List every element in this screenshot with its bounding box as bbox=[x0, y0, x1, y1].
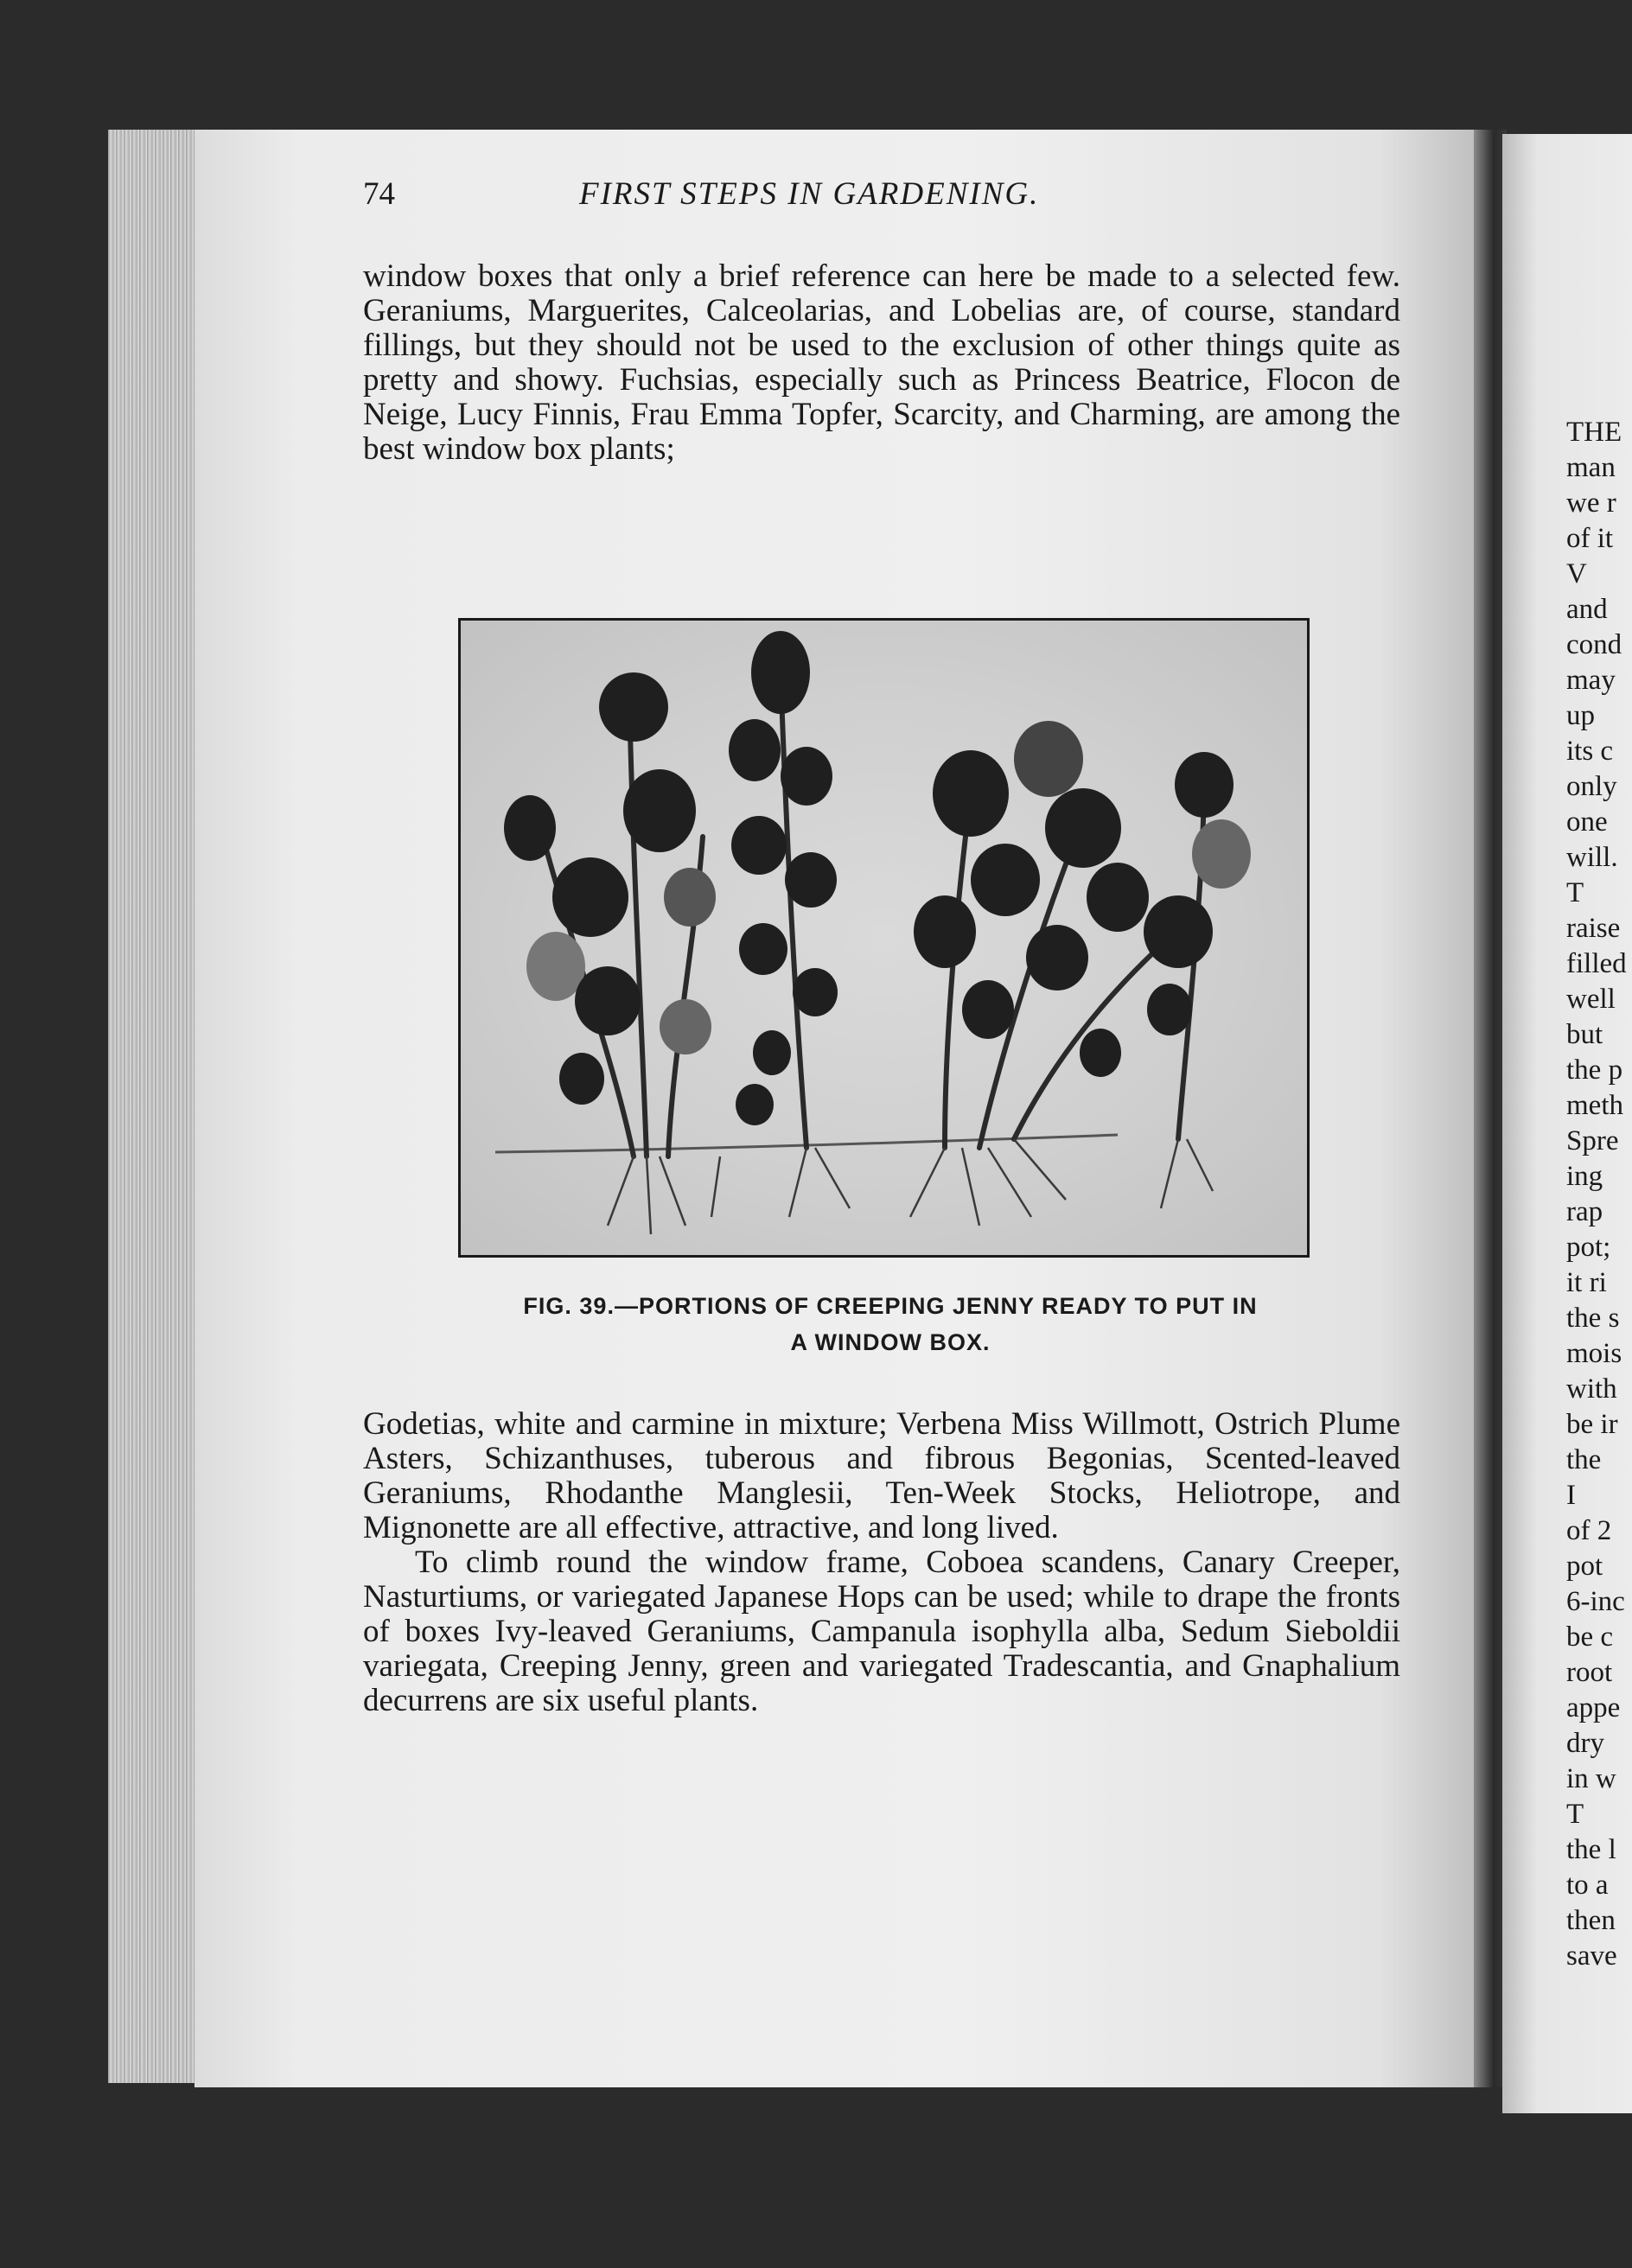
facing-page-line: THE bbox=[1566, 417, 1622, 448]
facing-page-line: but bbox=[1566, 1019, 1603, 1050]
body-text-bottom bbox=[363, 1407, 1400, 1718]
facing-page-line: V bbox=[1566, 558, 1587, 589]
figure-caption bbox=[389, 1288, 1392, 1360]
body-text-top bbox=[363, 259, 1400, 467]
facing-page-line: and bbox=[1566, 594, 1608, 625]
facing-page-line: of it bbox=[1566, 523, 1614, 554]
facing-page-line: man bbox=[1566, 452, 1616, 483]
facing-page-line: save bbox=[1566, 1940, 1617, 1972]
facing-page-line: may bbox=[1566, 665, 1616, 696]
facing-page-line: the p bbox=[1566, 1054, 1623, 1086]
facing-page-line: dry bbox=[1566, 1728, 1604, 1759]
running-head bbox=[363, 175, 1400, 215]
facing-page-line: will. bbox=[1566, 842, 1618, 873]
facing-page-line: rap bbox=[1566, 1196, 1603, 1227]
facing-page-line: it ri bbox=[1566, 1267, 1607, 1298]
caption-line: A WINDOW BOX. bbox=[790, 1329, 991, 1355]
facing-page-line: its c bbox=[1566, 736, 1614, 767]
paragraph: window boxes that only a brief reference can here be made to a selected few. Geraniums, Marguerites, Calceolarias, and Lobelias are, of course, standard fillings, but they should not be used to the exclusion of other things quite as pretty and showy. Fuchsias, especially such as Princess Beatrice, Flocon de Neige, Lucy Finnis, Frau Emma Topfer, Scarcity, and Charming, are among the best window box plants; bbox=[363, 258, 1400, 467]
figure-photo bbox=[458, 618, 1310, 1258]
facing-page-line: pot bbox=[1566, 1551, 1603, 1582]
facing-page-line: appe bbox=[1566, 1692, 1621, 1723]
facing-page-line: be c bbox=[1566, 1621, 1614, 1653]
book-title: FIRST STEPS IN GARDENING. bbox=[579, 176, 1040, 212]
facing-page-line: mois bbox=[1566, 1338, 1622, 1369]
facing-page-line: cond bbox=[1566, 629, 1622, 660]
facing-page-line: the l bbox=[1566, 1834, 1616, 1865]
page-number: 74 bbox=[363, 176, 395, 212]
facing-page-line: one bbox=[1566, 806, 1608, 838]
facing-page-line: only bbox=[1566, 771, 1617, 802]
paragraph: To climb round the window frame, Coboea scandens, Canary Creeper, Nasturtiums, or variegated Japanese Hops can be used; while to drape the fronts of boxes Ivy-leaved Geraniums, Campanula isophylla alba, Sedum Sieboldii variegata, Creeping Jenny, green and variegated Tradescantia, and Gnaphalium decurrens are six useful plants. bbox=[363, 1545, 1400, 1718]
facing-page-line: with bbox=[1566, 1373, 1617, 1405]
facing-page-line: filled bbox=[1566, 948, 1627, 979]
facing-page-line: raise bbox=[1566, 913, 1621, 944]
facing-page-line: be ir bbox=[1566, 1409, 1618, 1440]
facing-page-line: to a bbox=[1566, 1870, 1609, 1901]
facing-page-line: ing bbox=[1566, 1161, 1603, 1192]
facing-page-line: T bbox=[1566, 877, 1584, 908]
facing-page-line: pot; bbox=[1566, 1232, 1611, 1263]
facing-page-line: root bbox=[1566, 1657, 1613, 1688]
facing-page-line: of 2 bbox=[1566, 1515, 1612, 1546]
facing-page-line: the bbox=[1566, 1444, 1602, 1475]
facing-page-text bbox=[1566, 415, 1632, 1974]
facing-page-line: in w bbox=[1566, 1763, 1616, 1794]
caption-line: FIG. 39.—PORTIONS OF CREEPING JENNY READY TO PUT IN bbox=[523, 1293, 1258, 1319]
facing-page-line: then bbox=[1566, 1905, 1616, 1936]
facing-page-line: Spre bbox=[1566, 1125, 1619, 1156]
facing-page-line: the s bbox=[1566, 1303, 1620, 1334]
facing-page-line: up bbox=[1566, 700, 1595, 731]
facing-page-line: well bbox=[1566, 984, 1616, 1015]
facing-page-line: T bbox=[1566, 1799, 1584, 1830]
facing-page-line: meth bbox=[1566, 1090, 1623, 1121]
page-edges bbox=[108, 130, 203, 2083]
facing-page-line: we r bbox=[1566, 487, 1616, 519]
paragraph: Godetias, white and carmine in mixture; Verbena Miss Willmott, Ostrich Plume Asters, Schizanthuses, tuberous and fibrous Begonias, Scented-leaved Geraniums, Rhodanthe Manglesii, Ten-Week Stocks, Heliotrope, and Mignonette are all effective, attractive, and long lived. bbox=[363, 1406, 1400, 1545]
facing-page-line: 6-inc bbox=[1566, 1586, 1625, 1617]
creeping-jenny-photo bbox=[461, 621, 1307, 1255]
facing-page-line: I bbox=[1566, 1480, 1576, 1511]
